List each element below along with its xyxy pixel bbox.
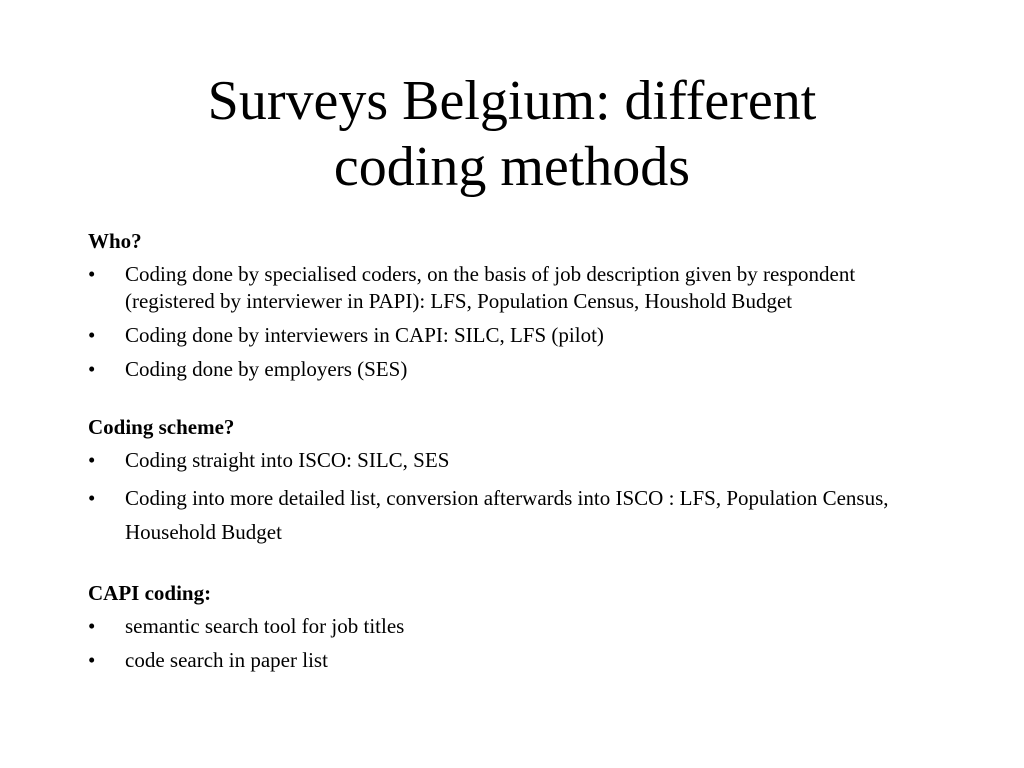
- bullet-text: semantic search tool for job titles: [125, 614, 405, 638]
- section-heading-who: Who?: [88, 229, 142, 253]
- section-heading-coding-scheme: Coding scheme?: [88, 415, 235, 439]
- bullet-item: [88, 322, 948, 349]
- bullet-icon: •: [88, 323, 96, 347]
- bullet-icon: •: [88, 486, 96, 510]
- title-line-2: coding methods: [333, 136, 691, 198]
- bullet-item: [88, 481, 948, 549]
- bullet-text: code search in paper list: [125, 648, 328, 672]
- slide-title: [0, 68, 1024, 200]
- bullet-text: Coding done by employers (SES): [125, 357, 408, 381]
- bullet-text: Coding into more detailed list, conversion afterwards into ISCO : LFS, Population Census, Household Budget: [125, 486, 889, 544]
- title-line-1: Surveys Belgium: different: [207, 70, 817, 132]
- bullet-list-capi-coding: [88, 613, 948, 674]
- section-capi-coding: [88, 580, 948, 674]
- section-heading-capi-coding: CAPI coding:: [88, 581, 212, 605]
- bullet-icon: •: [88, 614, 96, 638]
- bullet-icon: •: [88, 648, 96, 672]
- bullet-icon: •: [88, 448, 96, 472]
- bullet-item: [88, 261, 948, 315]
- bullet-item: [88, 447, 948, 474]
- bullet-item: [88, 356, 948, 383]
- section-who: [88, 228, 948, 383]
- bullet-item: [88, 613, 948, 640]
- bullet-list-coding-scheme: [88, 447, 948, 549]
- bullet-text: Coding done by specialised coders, on the basis of job description given by respondent (registered by interviewer in PAPI): LFS, Population Census, Houshold Budget: [125, 262, 856, 313]
- bullet-list-who: [88, 261, 948, 383]
- bullet-text: Coding done by interviewers in CAPI: SILC, LFS (pilot): [125, 323, 604, 347]
- bullet-item: [88, 647, 948, 674]
- bullet-text: Coding straight into ISCO: SILC, SES: [125, 448, 450, 472]
- bullet-icon: •: [88, 357, 96, 381]
- section-coding-scheme: [88, 414, 948, 549]
- slide-body: [88, 228, 948, 705]
- bullet-icon: •: [88, 262, 96, 286]
